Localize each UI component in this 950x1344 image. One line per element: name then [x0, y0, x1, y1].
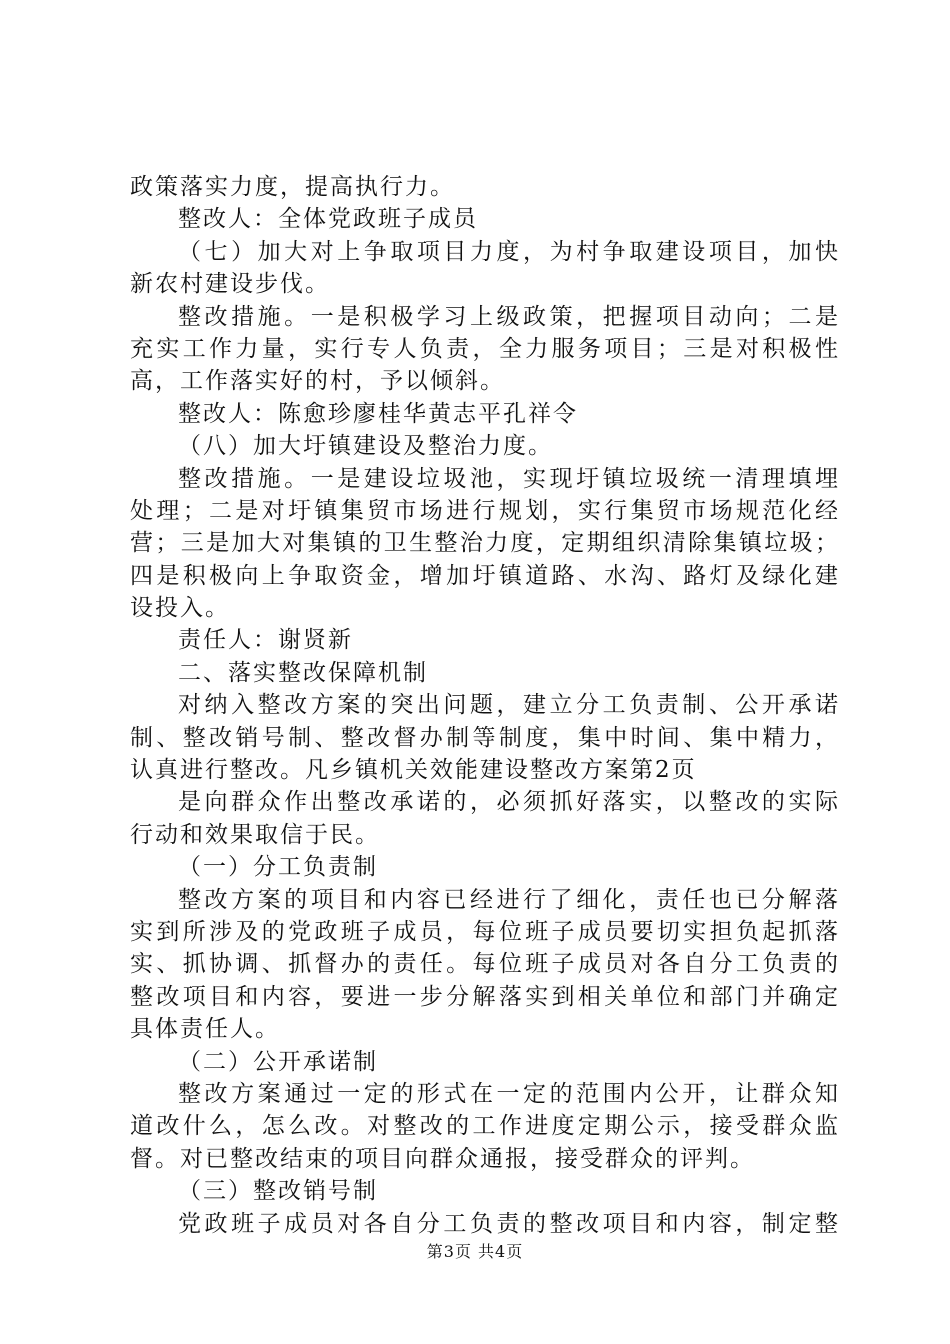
text-line: 整改人：陈愈珍廖桂华黄志平孔祥令	[178, 400, 578, 427]
text-line: 实到所涉及的党政班子成员，每位班子成员要切实担负起抓落	[130, 918, 840, 945]
text-line: 对纳入整改方案的突出问题，建立分工负责制、公开承诺	[178, 692, 840, 719]
text-line: 整改人：全体党政班子成员	[178, 206, 478, 233]
text-line: 营；三是加大对集镇的卫生整治力度，定期组织清除集镇垃圾；	[130, 530, 840, 557]
text-line: 整改措施。一是建设垃圾池，实现圩镇垃圾统一清理填埋	[178, 465, 840, 492]
text-line: 高，工作落实好的村，予以倾斜。	[130, 368, 505, 395]
text-line: 实、抓协调、抓督办的责任。每位班子成员对各自分工负责的	[130, 951, 840, 978]
text-line: （七）加大对上争取项目力度，为村争取建设项目，加快	[178, 238, 840, 265]
text-line: 政策落实力度，提高执行力。	[130, 174, 455, 200]
text-line: 道改什么，怎么改。对整改的工作进度定期公示，接受群众监	[130, 1113, 840, 1140]
text-line: 认真进行整改。凡乡镇机关效能建设整改方案第2页	[130, 757, 697, 784]
text-line: （八）加大圩镇建设及整治力度。	[178, 433, 553, 460]
text-line: 是向群众作出整改承诺的，必须抓好落实，以整改的实际	[178, 789, 840, 816]
text-line: 整改措施。一是积极学习上级政策，把握项目动向；二是	[178, 303, 840, 330]
text-line: 整改项目和内容，要进一步分解落实到相关单位和部门并确定	[130, 983, 840, 1010]
page-footer: 第3页 共4页	[426, 1242, 524, 1261]
text-line: 新农村建设步伐。	[130, 271, 330, 298]
text-line: 行动和效果取信于民。	[130, 821, 380, 848]
text-line: 四是积极向上争取资金，增加圩镇道路、水沟、路灯及绿化建	[130, 562, 840, 589]
text-line: （三）整改销号制	[178, 1178, 378, 1205]
text-line: 整改方案通过一定的形式在一定的范围内公开，让群众知	[178, 1080, 840, 1107]
text-line: 充实工作力量，实行专人负责，全力服务项目；三是对积极性	[130, 335, 840, 362]
text-line: 整改方案的项目和内容已经进行了细化，责任也已分解落	[178, 886, 840, 913]
text-line: 责任人：谢贤新	[178, 627, 353, 654]
text-line: 具体责任人。	[130, 1016, 280, 1043]
text-line: （二）公开承诺制	[178, 1048, 378, 1075]
text-line: 处理；二是对圩镇集贸市场进行规划，实行集贸市场规范化经	[130, 497, 840, 524]
text-line: 设投入。	[130, 595, 230, 622]
text-line: 二、落实整改保障机制	[178, 659, 428, 686]
text-line: （一）分工负责制	[178, 854, 378, 881]
text-line: 督。对已整改结束的项目向群众通报，接受群众的评判。	[130, 1145, 755, 1172]
document-body	[130, 171, 840, 1240]
text-line: 党政班子成员对各自分工负责的整改项目和内容，制定整	[178, 1210, 840, 1237]
text-line: 制、整改销号制、整改督办制等制度，集中时间、集中精力，	[130, 724, 840, 751]
